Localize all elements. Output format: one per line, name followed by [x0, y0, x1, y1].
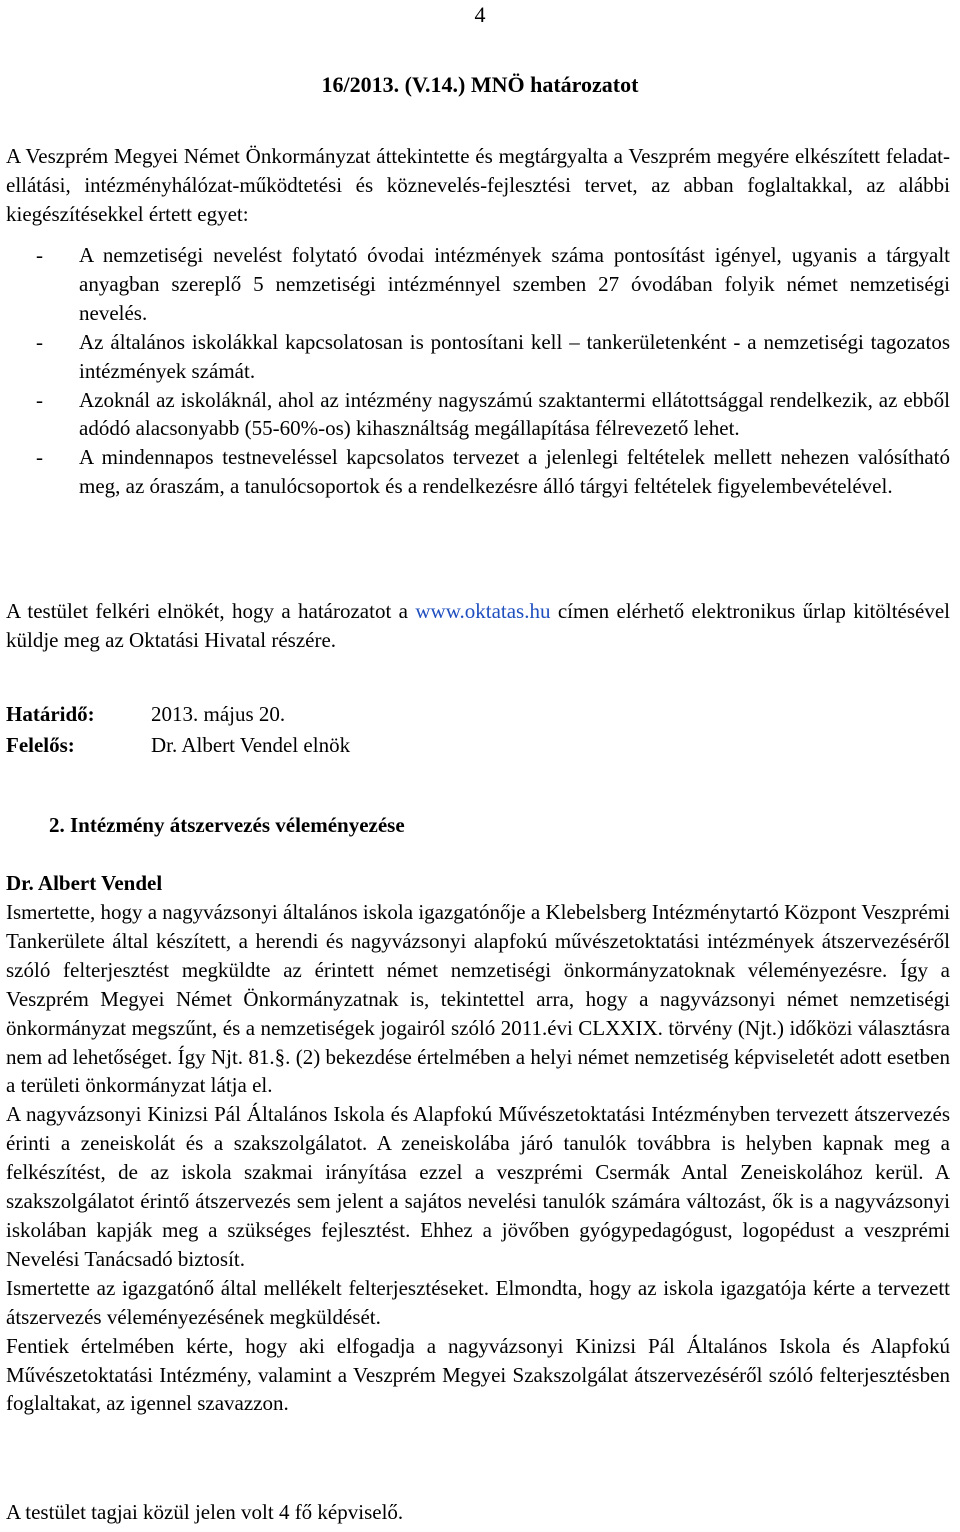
list-item-text: A mindennapos testneveléssel kapcsolatos tervezet a jelenlegi feltételek mellett nehezen valósítható meg, az óraszám, a tanulócsoportok és a rendelkezésre álló tárgyi feltételek figyelembevételével.	[79, 445, 950, 499]
list-item	[6, 443, 950, 501]
body-paragraph: Fentiek értelmében kérte, hogy aki elfogadja a nagyvázsonyi Kinizsi Pál Általános Iskola és Alapfokú Művészetoktatási Intézmény, valamint a Veszprém Megyei Szakszolgálat átszervezéséről szóló felterjesztésben foglaltakat, az igennel szavazzon.	[6, 1333, 950, 1416]
list-dash: -	[36, 329, 43, 354]
responsible-row	[6, 730, 350, 761]
resolution-title: 16/2013. (V.14.) MNÖ határozatot	[321, 72, 639, 97]
responsible-label: Felelős:	[6, 733, 75, 757]
list-item-text: A nemzetiségi nevelést folytató óvodai intézmények száma pontosítást igényel, ugyanis a tárgyalt anyagban szereplő 5 nemzetiségi intézménnyel szemben 27 óvodában folyik német nemzetiségi nevelés.	[79, 243, 950, 325]
body-paragraph: Ismertette az igazgatónő által mellékelt felterjesztéseket. Elmondta, hogy az iskola igazgatója kérte a tervezett átszervezés véleményezésének megküldését.	[6, 1275, 950, 1329]
resolution-meta	[6, 699, 350, 761]
body-paragraph: A nagyvázsonyi Kinizsi Pál Általános Iskola és Alapfokú Művészetoktatási Intézményben tervezett átszervezés érinti a zeneiskolát és a szakszolgálatot. A zeneiskolába járó tanulók továbbra is helyben kapnak meg a felkészítést, de az iskola szakmai irányítása ezzel a veszprémi Csermák Antal Zeneiskolához kerül. A szakszolgálatot érintő átszervezés sem jelent a sajátos nevelési tanulók számára változást, ők is a nagyvázsonyi iskolában kapják meg a szükséges fejlesztést. Ehhez a jövőben gyógypedagógust, logopédust a veszprémi Nevelési Tanácsadó biztosít.	[6, 1102, 950, 1271]
page-number: 4	[474, 2, 486, 27]
responsible-value: Dr. Albert Vendel elnök	[151, 733, 351, 757]
request-text-before: A testület felkéri elnökét, hogy a határozatot a	[6, 599, 416, 623]
list-dash: -	[36, 445, 43, 470]
body-paragraph: Ismertette, hogy a nagyvázsonyi általános iskola igazgatónője a Klebelsberg Intézménytartó Központ Veszprémi Tankerülete által készített, a herendi és nagyvázsonyi alapfokú művészetoktatási intézmények átszervezéséről szóló felterjesztést megküldte az érintett német nemzetiségi önkormányzatoknak véleményezésre. Így a Veszprém Megyei Német Önkormányzatnak is, tekintettel arra, hogy a nagyvázsonyi német nemzetiségi önkormányzat megszűnt, és a nemzetiségek jogairól szóló 2011.évi CLXXIX. törvény (Njt.) időközi választásra nem ad lehetőséget. Így Njt. 81.§. (2) bekezdése értelmében a helyi német nemzetiség képviseletét adott esetben a területi önkormányzat látja el.	[6, 900, 950, 1098]
list-dash: -	[36, 387, 43, 412]
intro-paragraph: A Veszprém Megyei Német Önkormányzat áttekintette és megtárgyalta a Veszprém megyére elkészített feladat-ellátási, intézményhálózat-működtetési és köznevelés-fejlesztési tervet, az abban foglaltakkal, az alábbi kiegészítésekkel értett egyet:	[6, 144, 950, 226]
request-text-after: címen elérhető elektronikus űrlap kitöltésével küldje meg az Oktatási Hivatal részére.	[6, 599, 951, 652]
list-item	[6, 386, 950, 444]
list-item	[6, 241, 950, 328]
deadline-label: Határidő:	[6, 702, 95, 726]
list-item	[6, 328, 950, 386]
list-item-text: Azoknál az iskoláknál, ahol az intézmény nagyszámú szaktantermi ellátottsággal rendelkezik, az ebből adódó alacsonyabb (55-60%-os) kihasználtság megállapítása félrevezető lehet.	[79, 387, 950, 441]
amendment-list	[6, 241, 950, 501]
list-dash: -	[36, 243, 43, 267]
speaker-name: Dr. Albert Vendel	[6, 871, 163, 895]
deadline-value: 2013. május 20.	[151, 702, 286, 726]
list-item-text: Az általános iskolákkal kapcsolatosan is pontosítani kell – tankerületenként - a nemzetiségi tagozatos intézmények számát.	[79, 329, 950, 383]
deadline-row	[6, 699, 350, 730]
oktatas-link[interactable]: www.oktatas.hu	[415, 599, 551, 623]
attendance-note: A testület tagjai közül jelen volt 4 fő képviselő.	[6, 1500, 404, 1524]
section-body	[6, 898, 950, 1418]
request-paragraph	[6, 597, 950, 655]
section-heading: 2. Intézmény átszervezés véleményezése	[49, 813, 405, 837]
